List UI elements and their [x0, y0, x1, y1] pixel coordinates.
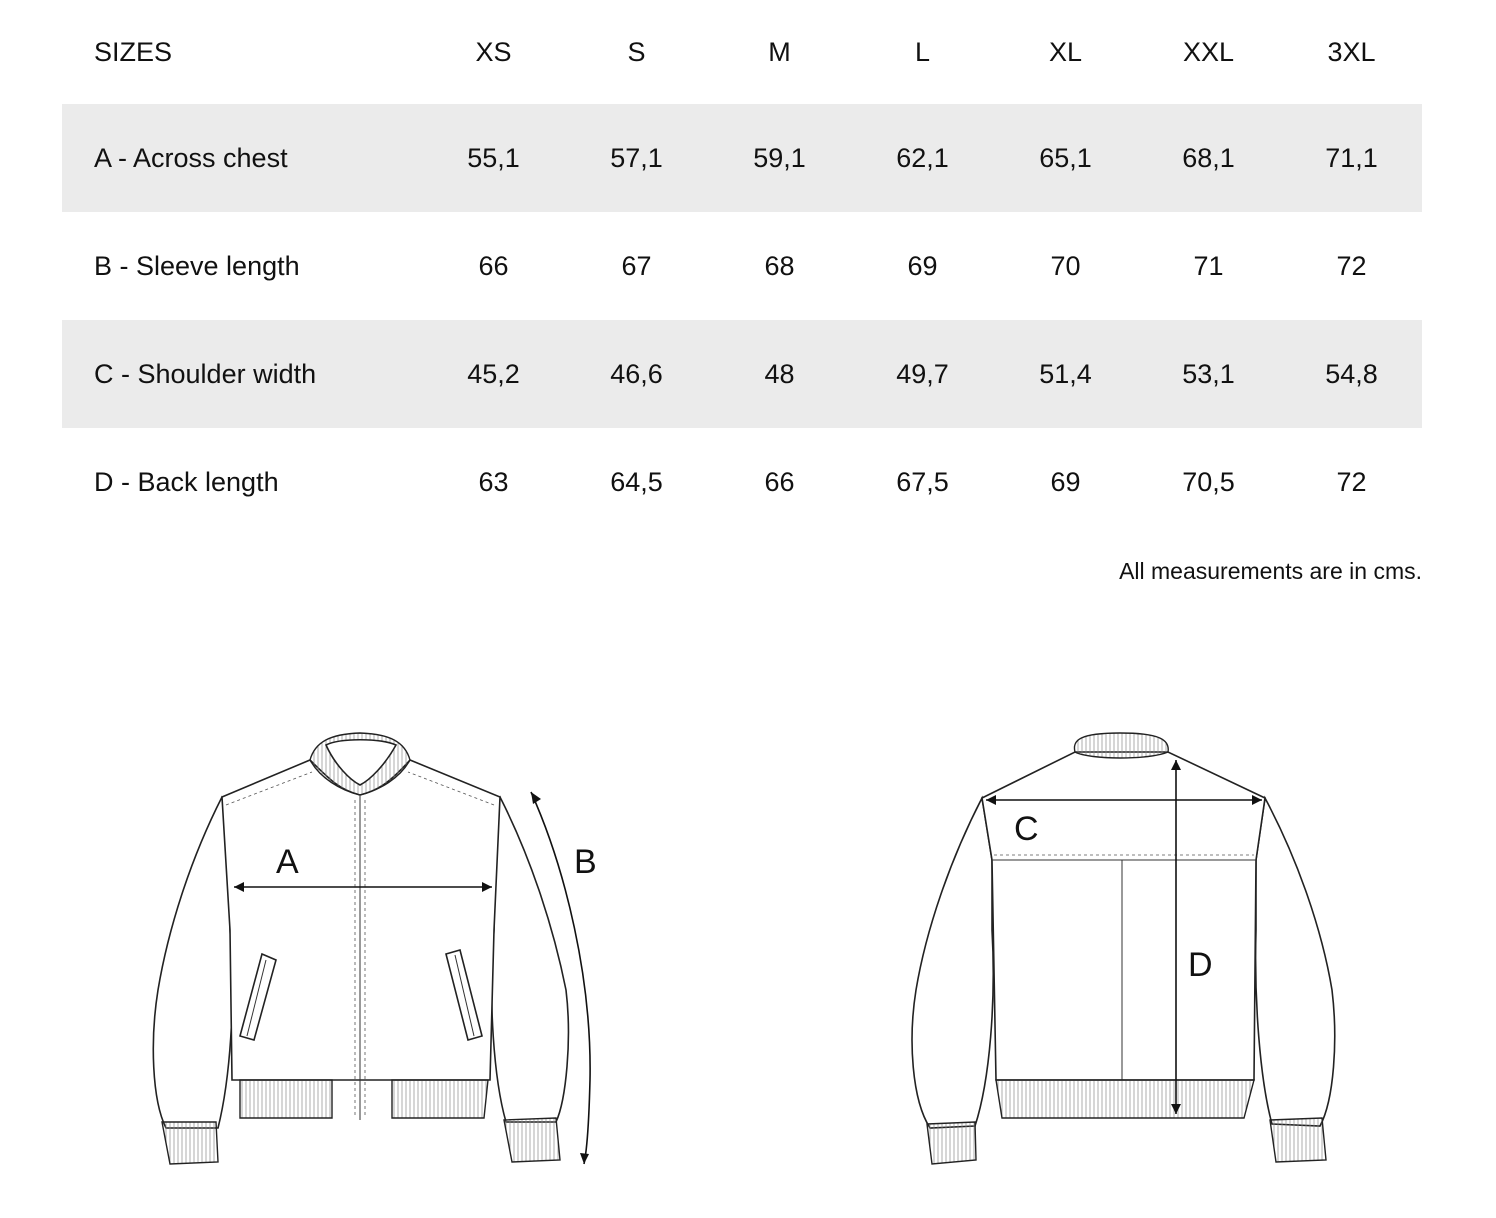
- table-cell: 65,1: [1039, 142, 1092, 173]
- table-cell: 67,5: [896, 466, 949, 497]
- size-xs: XS: [475, 36, 512, 67]
- table-cell: 67: [621, 250, 652, 281]
- sizes-heading: SIZES: [94, 36, 173, 67]
- table-cell: 64,5: [610, 466, 663, 497]
- table-cell: 46,6: [610, 358, 663, 389]
- label-b: B: [574, 843, 597, 881]
- table-cell: 72: [1336, 250, 1367, 281]
- table-cell: 71: [1193, 250, 1224, 281]
- row-label: A - Across chest: [94, 142, 288, 173]
- table-cell: 71,1: [1325, 142, 1378, 173]
- size-3xl: 3XL: [1327, 36, 1376, 67]
- table-cell: 48: [764, 358, 795, 389]
- table-cell: 69: [907, 250, 938, 281]
- table-cell: 51,4: [1039, 358, 1092, 389]
- table-cell: 62,1: [896, 142, 949, 173]
- size-l: L: [914, 36, 931, 67]
- table-cell: 69: [1050, 466, 1081, 497]
- front-jacket-illustration: [153, 733, 596, 1164]
- label-d: D: [1188, 946, 1213, 984]
- table-cell: 68,1: [1182, 142, 1235, 173]
- size-xl: XL: [1048, 36, 1083, 67]
- table-cell: 66: [478, 250, 509, 281]
- row-label: C - Shoulder width: [94, 358, 317, 389]
- table-cell: 70: [1050, 250, 1081, 281]
- back-jacket-illustration: [912, 733, 1335, 1164]
- table-cell: 45,2: [467, 358, 520, 389]
- row-label: B - Sleeve length: [94, 250, 300, 281]
- label-c: C: [1014, 810, 1039, 848]
- table-cell: 70,5: [1182, 466, 1235, 497]
- table-cell: 66: [764, 466, 795, 497]
- table-cell: 68: [764, 250, 795, 281]
- table-cell: 57,1: [610, 142, 663, 173]
- table-cell: 49,7: [896, 358, 949, 389]
- table-cell: 72: [1336, 466, 1367, 497]
- measurement-unit-note: All measurements are in cms.: [1119, 558, 1422, 584]
- label-a: A: [276, 843, 299, 881]
- table-cell: 54,8: [1325, 358, 1378, 389]
- size-xxl: XXL: [1182, 36, 1235, 67]
- row-label: D - Back length: [94, 466, 279, 497]
- table-cell: 59,1: [753, 142, 806, 173]
- size-m: M: [768, 36, 791, 67]
- table-cell: 63: [478, 466, 509, 497]
- table-cell: 53,1: [1182, 358, 1235, 389]
- size-s: S: [627, 36, 646, 67]
- table-cell: 55,1: [467, 142, 520, 173]
